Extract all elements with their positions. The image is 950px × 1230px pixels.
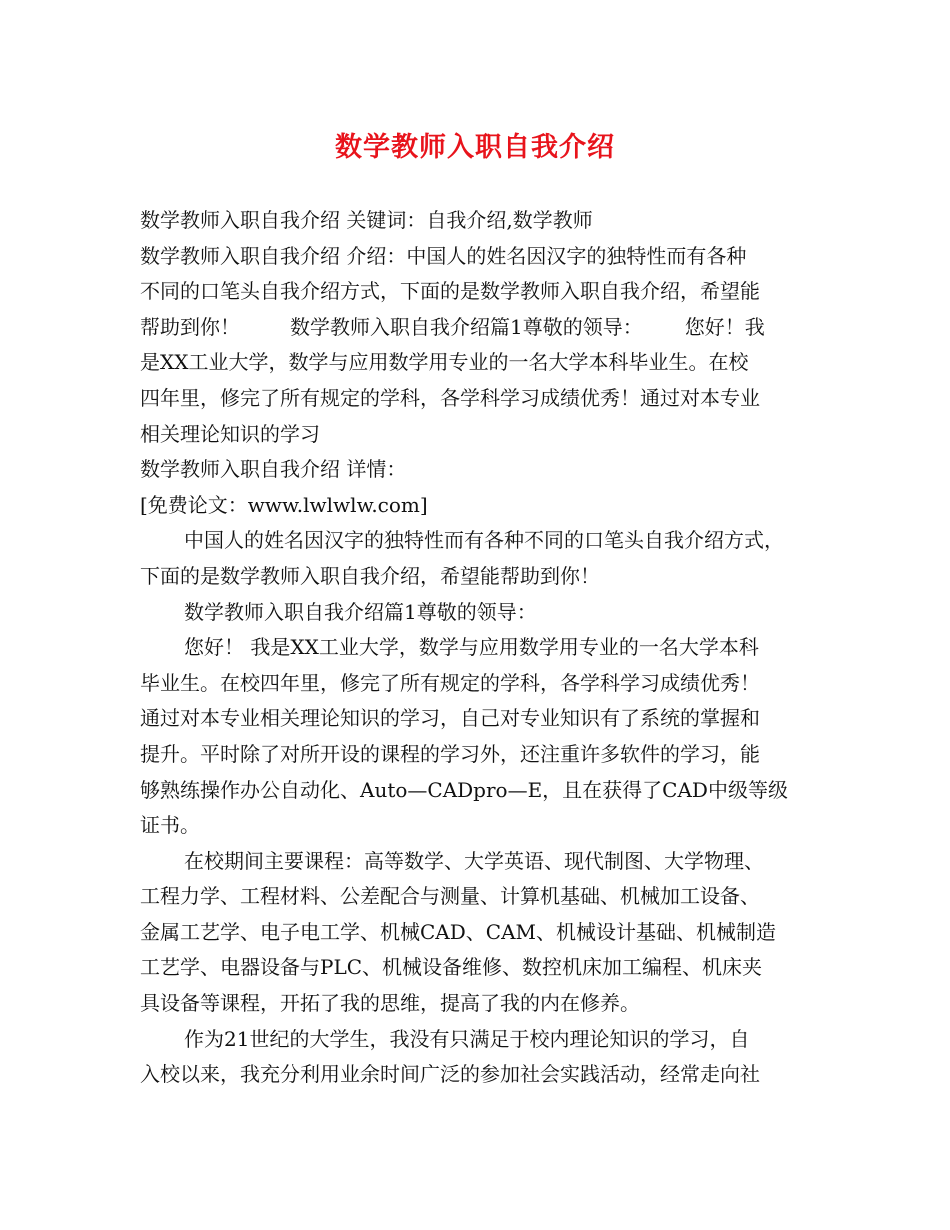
paragraph-line: 证书。 [140, 813, 200, 838]
text-fragment: 帮助到你！ [140, 314, 240, 339]
paragraph-line: 在校期间主要课程：高等数学、大学英语、现代制图、大学物理、 [184, 848, 764, 873]
paragraph-line: 中国人的姓名因汉字的独特性而有各种不同的口笔头自我介绍方式， [184, 528, 784, 553]
details-line: 数学教师入职自我介绍 详情： [140, 457, 407, 482]
intro-line: 数学教师入职自我介绍 介绍：中国人的姓名因汉字的独特性而有各种 [140, 243, 747, 268]
paragraph-line: 毕业生。在校四年里，修完了所有规定的学科，各学科学习成绩优秀！ [140, 670, 760, 695]
paragraph-line: 数学教师入职自我介绍篇1尊敬的领导： [184, 599, 537, 624]
paragraph-line: 工艺学、电器设备与PLC、机械设备维修、数控机床加工编程、机床夹 [140, 955, 763, 980]
document-body [140, 203, 820, 1093]
paragraph-line: 具设备等课程，开拓了我的思维，提高了我的内在修养。 [140, 991, 640, 1016]
paragraph-line: 提升。平时除了对所开设的课程的学习外，还注重许多软件的学习，能 [140, 741, 760, 766]
text-fragment: 您好！我 [684, 314, 765, 339]
intro-line: 是XX工业大学，数学与应用数学用专业的一名大学本科毕业生。在校 [140, 350, 749, 375]
paragraph-line: 金属工艺学、电子电工学、机械CAD、CAM、机械设计基础、机械制造 [140, 919, 777, 944]
intro-line: 四年里，修完了所有规定的学科，各学科学习成绩优秀！通过对本专业 [140, 385, 760, 410]
paragraph-line: 下面的是数学教师入职自我介绍，希望能帮助到你！ [140, 563, 600, 588]
paragraph-line: 作为21世纪的大学生，我没有只满足于校内理论知识的学习，自 [184, 1026, 750, 1051]
page-title: 数学教师入职自我介绍 [335, 132, 615, 163]
paragraph-line: 入校以来，我充分利用业余时间广泛的参加社会实践活动，经常走向社 [140, 1062, 760, 1087]
paragraph-line: 够熟练操作办公自动化、Auto—CADpro—E，且在获得了CAD中级等级 [140, 777, 788, 802]
intro-line: 相关理论知识的学习 [140, 421, 320, 446]
intro-line [140, 310, 820, 346]
paragraph-line: 通过对本专业相关理论知识的学习，自己对专业知识有了系统的掌握和 [140, 706, 760, 731]
paragraph-line: 工程力学、工程材料、公差配合与测量、计算机基础、机械加工设备、 [140, 884, 760, 909]
paragraph-line: 您好！ 我是XX工业大学，数学与应用数学用专业的一名大学本科 [184, 635, 759, 660]
keywords-line: 数学教师入职自我介绍 关键词：自我介绍,数学教师 [140, 208, 593, 232]
source-line: [免费论文：www.lwlwlw.com] [140, 492, 428, 517]
text-fragment: 数学教师入职自我介绍篇1尊敬的领导： [290, 314, 643, 339]
intro-line: 不同的口笔头自我介绍方式，下面的是数学教师入职自我介绍，希望能 [140, 279, 760, 304]
